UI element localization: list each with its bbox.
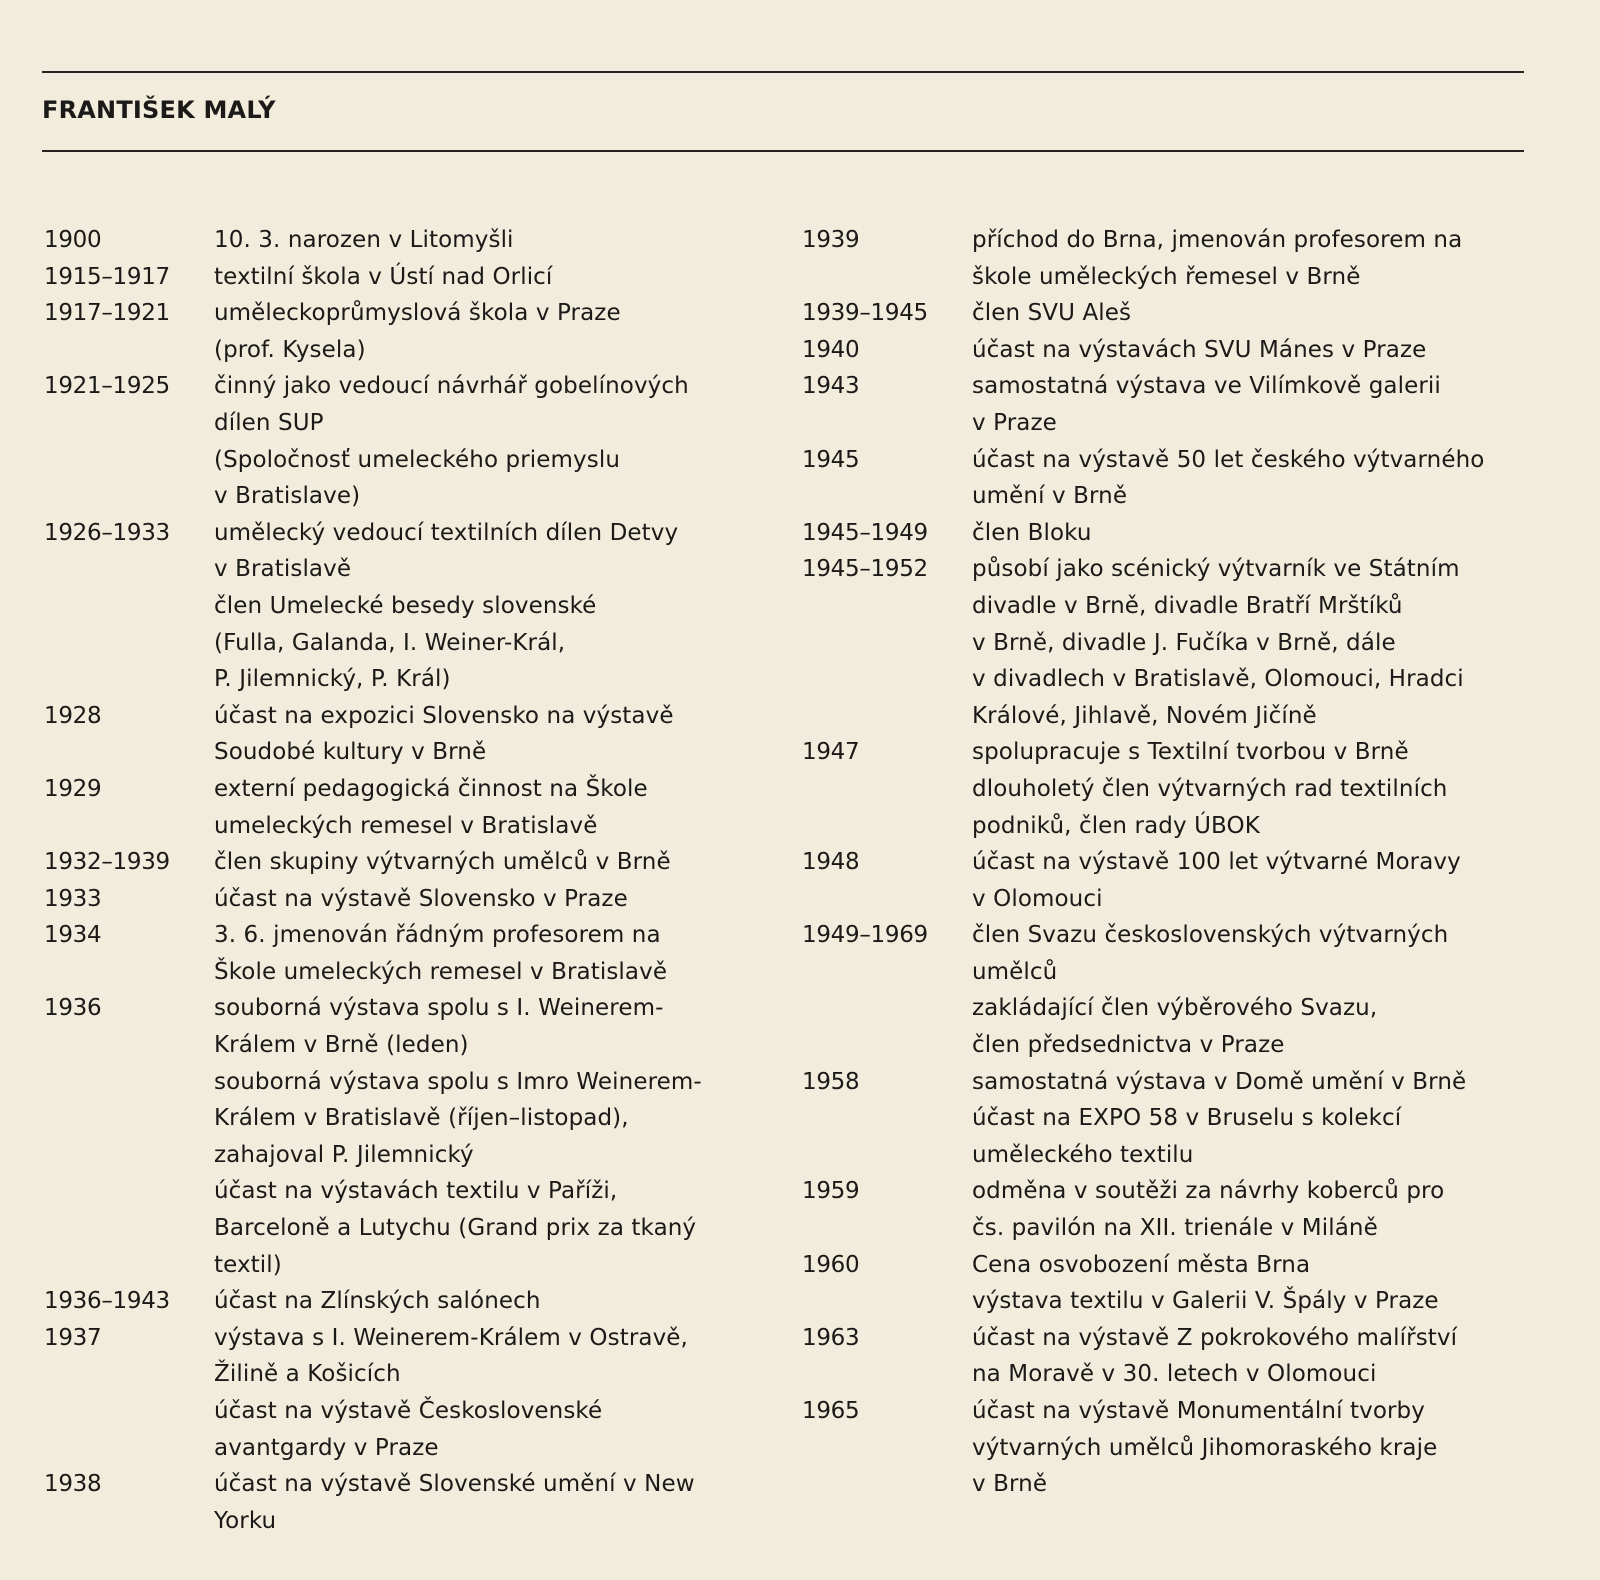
entry-event-line: Cena osvobození města Brna (972, 1251, 1311, 1278)
entry-event-line: člen Bloku (972, 519, 1092, 546)
timeline-entry (44, 990, 784, 1283)
entry-event-line: Soudobé kultury v Brně (214, 739, 487, 766)
entry-event-line: účast na výstavě Slovensko v Praze (214, 885, 628, 912)
timeline-entry (44, 259, 784, 296)
entry-year: 1928 (44, 702, 102, 729)
entry-events (972, 222, 1542, 295)
entry-events (972, 515, 1542, 552)
timeline-entry (802, 844, 1542, 917)
entry-events (972, 1173, 1542, 1246)
entry-event-line: v Olomouci (972, 885, 1103, 912)
entry-year: 1937 (44, 1324, 102, 1351)
entry-event-line: souborná výstava spolu s Imro Weinerem- (214, 1068, 702, 1095)
entry-year: 1945 (802, 446, 860, 473)
timeline-entry (802, 222, 1542, 295)
header-rule-top (42, 71, 1524, 73)
timeline-entry (802, 1247, 1542, 1320)
timeline-entry (802, 551, 1542, 734)
entry-year: 1948 (802, 849, 860, 876)
entry-event-line: zahajoval P. Jilemnický (214, 1141, 474, 1168)
entry-year: 1959 (802, 1178, 860, 1205)
timeline-entry (44, 1466, 784, 1539)
timeline-entry (44, 881, 784, 918)
entry-event-line: člen Svazu československých výtvarných (972, 922, 1449, 949)
entry-event-line: (Spoločnosť umeleckého priemyslu (214, 446, 621, 473)
entry-event-line: externí pedagogická činnost na Škole (214, 775, 648, 802)
entry-event-line: Žilině a Košicích (214, 1361, 401, 1388)
entry-events (972, 368, 1542, 441)
entry-event-line: v Bratislavě (214, 556, 352, 583)
entry-event-line: Králem v Bratislavě (říjen–listopad), (214, 1105, 629, 1132)
entry-event-line: Škole umeleckých remesel v Bratislavě (214, 958, 668, 985)
entry-event-line: výtvarných umělců Jihomoraského kraje (972, 1434, 1438, 1461)
entry-event-line: účast na Zlínských salónech (214, 1288, 541, 1315)
timeline-entry (44, 222, 784, 259)
entry-event-line: účast na výstavě Slovenské umění v New (214, 1471, 695, 1498)
entry-year: 1936 (44, 995, 102, 1022)
entry-events (972, 551, 1542, 734)
entry-event-line: dlouholetý člen výtvarných rad textilních (972, 775, 1448, 802)
entry-event-line: příchod do Brna, jmenován profesorem na (972, 227, 1463, 253)
entry-year: 1932–1939 (44, 849, 170, 876)
timeline-entry (44, 1283, 784, 1320)
entry-event-line: člen skupiny výtvarných umělců v Brně (214, 849, 671, 876)
entry-event-line: čs. pavilón na XII. trienále v Miláně (972, 1215, 1378, 1242)
entry-year: 1943 (802, 373, 860, 400)
entry-year: 1947 (802, 739, 860, 766)
entry-event-line: účast na výstavě Československé (214, 1398, 603, 1424)
entry-event-line: účast na expozici Slovensko na výstavě (214, 702, 674, 729)
entry-year: 1933 (44, 885, 102, 912)
entry-year: 1963 (802, 1324, 860, 1351)
entry-event-line: Barceloně a Lutychu (Grand prix za tkaný (214, 1215, 697, 1242)
entry-event-line: účast na EXPO 58 v Bruselu s kolekcí (972, 1105, 1402, 1132)
entry-event-line: textilní škola v Ústí nad Orlicí (214, 263, 553, 290)
entry-event-line: spolupracuje s Textilní tvorbou v Brně (972, 739, 1409, 766)
entry-events (214, 990, 784, 1283)
timeline-entry (802, 332, 1542, 369)
entry-year: 1921–1925 (44, 373, 170, 400)
entry-events (214, 1320, 784, 1466)
entry-event-line: zakládající člen výběrového Svazu, (972, 995, 1378, 1022)
entry-event-line: účast na výstavách SVU Mánes v Praze (972, 336, 1427, 363)
entry-year: 1960 (802, 1251, 860, 1278)
entry-events (214, 698, 784, 771)
entry-year: 1958 (802, 1068, 860, 1095)
entry-event-line: Yorku (214, 1507, 277, 1534)
entry-event-line: účast na výstavě 100 let výtvarné Moravy (972, 849, 1461, 876)
timeline-entry (802, 917, 1542, 1063)
entry-event-line: působí jako scénický výtvarník ve Státním (972, 556, 1460, 583)
timeline-entry (44, 515, 784, 698)
entry-event-line: (Fulla, Galanda, I. Weiner-Král, (214, 629, 566, 656)
timeline-entry (802, 734, 1542, 844)
entry-events (972, 1064, 1542, 1174)
entry-event-line: účast na výstavě 50 let českého výtvarného (972, 446, 1485, 473)
timeline-entry (802, 515, 1542, 552)
entry-events (972, 1247, 1542, 1320)
timeline-entry (44, 844, 784, 881)
entry-event-line: 3. 6. jmenován řádným profesorem na (214, 922, 661, 949)
timeline-entry (802, 1393, 1542, 1503)
entry-events (214, 771, 784, 844)
entry-year: 1926–1933 (44, 519, 170, 546)
entry-year: 1940 (802, 336, 860, 363)
entry-year: 1917–1921 (44, 300, 170, 327)
entry-event-line: v Brně (972, 1471, 1048, 1498)
entry-event-line: umeleckých remesel v Bratislavě (214, 812, 598, 839)
entry-event-line: samostatná výstava v Domě umění v Brně (972, 1068, 1467, 1095)
entry-year: 1929 (44, 775, 102, 802)
entry-event-line: v Bratislave) (214, 483, 361, 510)
entry-event-line: umění v Brně (972, 483, 1128, 510)
entry-event-line: uměleckoprůmyslová škola v Praze (214, 300, 621, 327)
entry-event-line: výstava s I. Weinerem-Králem v Ostravě, (214, 1324, 688, 1351)
entry-events (972, 734, 1542, 844)
entry-year: 1938 (44, 1471, 102, 1498)
entry-events (214, 881, 784, 918)
entry-events (972, 442, 1542, 515)
timeline-entry (44, 1320, 784, 1466)
entry-events (214, 259, 784, 296)
entry-event-line: umělecký vedoucí textilních dílen Detvy (214, 519, 679, 546)
timeline-entry (44, 295, 784, 368)
entry-events (214, 917, 784, 990)
timeline-entry (44, 771, 784, 844)
entry-event-line: člen Umelecké besedy slovenské (214, 592, 597, 619)
entry-event-line: samostatná výstava ve Vilímkově galerii (972, 373, 1441, 400)
timeline-entry (44, 368, 784, 514)
entry-event-line: dílen SUP (214, 409, 324, 436)
entry-year: 1965 (802, 1398, 860, 1424)
entry-events (972, 1393, 1542, 1503)
entry-event-line: Králové, Jihlavě, Novém Jičíně (972, 702, 1317, 729)
entry-year: 1934 (44, 922, 102, 949)
entry-event-line: textil) (214, 1251, 282, 1278)
entry-year: 1939–1945 (802, 300, 928, 327)
entry-event-line: člen SVU Aleš (972, 300, 1132, 327)
entry-event-line: v Brně, divadle J. Fučíka v Brně, dále (972, 629, 1396, 656)
entry-event-line: odměna v soutěži za návrhy koberců pro (972, 1178, 1445, 1205)
entry-event-line: souborná výstava spolu s I. Weinerem- (214, 995, 664, 1022)
entry-event-line: v Praze (972, 409, 1057, 436)
entry-event-line: (prof. Kysela) (214, 336, 366, 363)
page-title: FRANTIŠEK MALÝ (42, 96, 276, 124)
entry-event-line: v divadlech v Bratislavě, Olomouci, Hradci (972, 666, 1464, 693)
entry-events (214, 515, 784, 698)
timeline-entry (802, 1064, 1542, 1174)
entry-event-line: Králem v Brně (leden) (214, 1032, 469, 1059)
entry-event-line: člen předsednictva v Praze (972, 1032, 1285, 1059)
timeline-entry (44, 698, 784, 771)
entry-year: 1939 (802, 227, 860, 253)
entry-event-line: divadle v Brně, divadle Bratří Mrštíků (972, 592, 1403, 619)
entry-event-line: účast na výstavě Z pokrokového malířství (972, 1324, 1458, 1351)
timeline-entry (802, 295, 1542, 332)
entry-event-line: P. Jilemnický, P. Král) (214, 666, 451, 693)
timeline-left-column (44, 222, 784, 1539)
entry-events (972, 295, 1542, 332)
entry-event-line: uměleckého textilu (972, 1141, 1194, 1168)
timeline-right-column (802, 222, 1542, 1503)
entry-event-line: umělců (972, 958, 1058, 985)
timeline-entry (802, 1173, 1542, 1246)
entry-events (214, 1283, 784, 1320)
entry-events (972, 844, 1542, 917)
entry-events (214, 368, 784, 514)
timeline-entry (802, 442, 1542, 515)
timeline-entry (802, 368, 1542, 441)
timeline-entry (44, 917, 784, 990)
entry-event-line: výstava textilu v Galerii V. Špály v Praze (972, 1288, 1439, 1315)
entry-event-line: avantgardy v Praze (214, 1434, 439, 1461)
entry-events (972, 332, 1542, 369)
entry-event-line: účast na výstavě Monumentální tvorby (972, 1398, 1425, 1424)
entry-event-line: škole uměleckých řemesel v Brně (972, 263, 1361, 290)
entry-event-line: 10. 3. narozen v Litomyšli (214, 227, 514, 253)
entry-events (214, 222, 784, 259)
entry-event-line: činný jako vedoucí návrhář gobelínových (214, 373, 689, 400)
entry-year: 1945–1952 (802, 556, 928, 583)
header-rule-bottom (42, 150, 1524, 152)
entry-event-line: účast na výstavách textilu v Paříži, (214, 1178, 618, 1205)
entry-year: 1900 (44, 227, 102, 253)
entry-events (214, 295, 784, 368)
entry-year: 1936–1943 (44, 1288, 170, 1315)
entry-events (214, 844, 784, 881)
entry-year: 1945–1949 (802, 519, 928, 546)
timeline-entry (802, 1320, 1542, 1393)
entry-year: 1949–1969 (802, 922, 928, 949)
entry-year: 1915–1917 (44, 263, 170, 290)
entry-events (972, 917, 1542, 1063)
entry-event-line: podniků, člen rady ÚBOK (972, 812, 1260, 839)
entry-events (214, 1466, 784, 1539)
entry-event-line: na Moravě v 30. letech v Olomouci (972, 1361, 1377, 1388)
entry-events (972, 1320, 1542, 1393)
